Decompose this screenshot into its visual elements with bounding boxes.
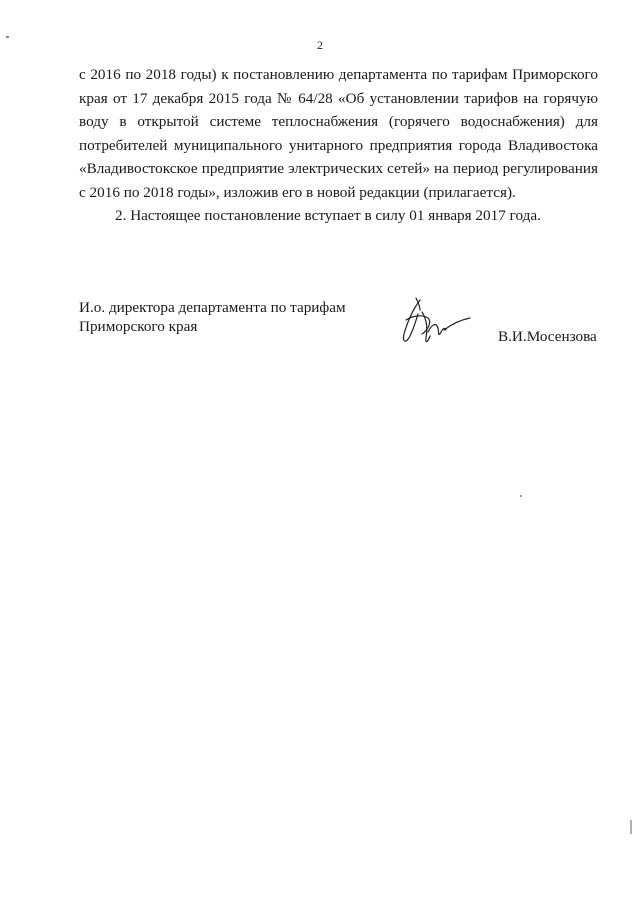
body-line: края от 17 декабря 2015 года № 64/28 «Об установлении тарифов на горячую <box>79 89 598 107</box>
body-line: воду в открытой системе теплоснабжения (горячего водоснабжения) для <box>79 113 598 130</box>
page-number: 2 <box>317 38 323 52</box>
scan-speck <box>520 495 522 497</box>
body-line: с 2016 по 2018 годы) к постановлению департамента по тарифам Приморского <box>79 66 598 83</box>
handwritten-signature <box>398 296 474 350</box>
signatory-title-line-1: И.о. директора департамента по тарифам <box>79 299 346 316</box>
signatory-name: В.И.Мосензова <box>498 328 597 345</box>
body-line: потребителей муниципального унитарного предприятия города Владивостока <box>79 136 598 154</box>
document-body <box>79 63 598 228</box>
signatory-title-line-2: Приморского края <box>79 318 198 335</box>
signatory-title <box>79 298 346 336</box>
scan-speck <box>630 820 632 834</box>
body-line: «Владивостокское предприятие электрических сетей» на период регулирования <box>79 160 598 177</box>
body-line: с 2016 по 2018 годы», изложив его в новой редакции (прилагается). <box>79 183 516 201</box>
paragraph-2: 2. Настоящее постановление вступает в силу 01 января 2017 года. <box>115 207 541 224</box>
